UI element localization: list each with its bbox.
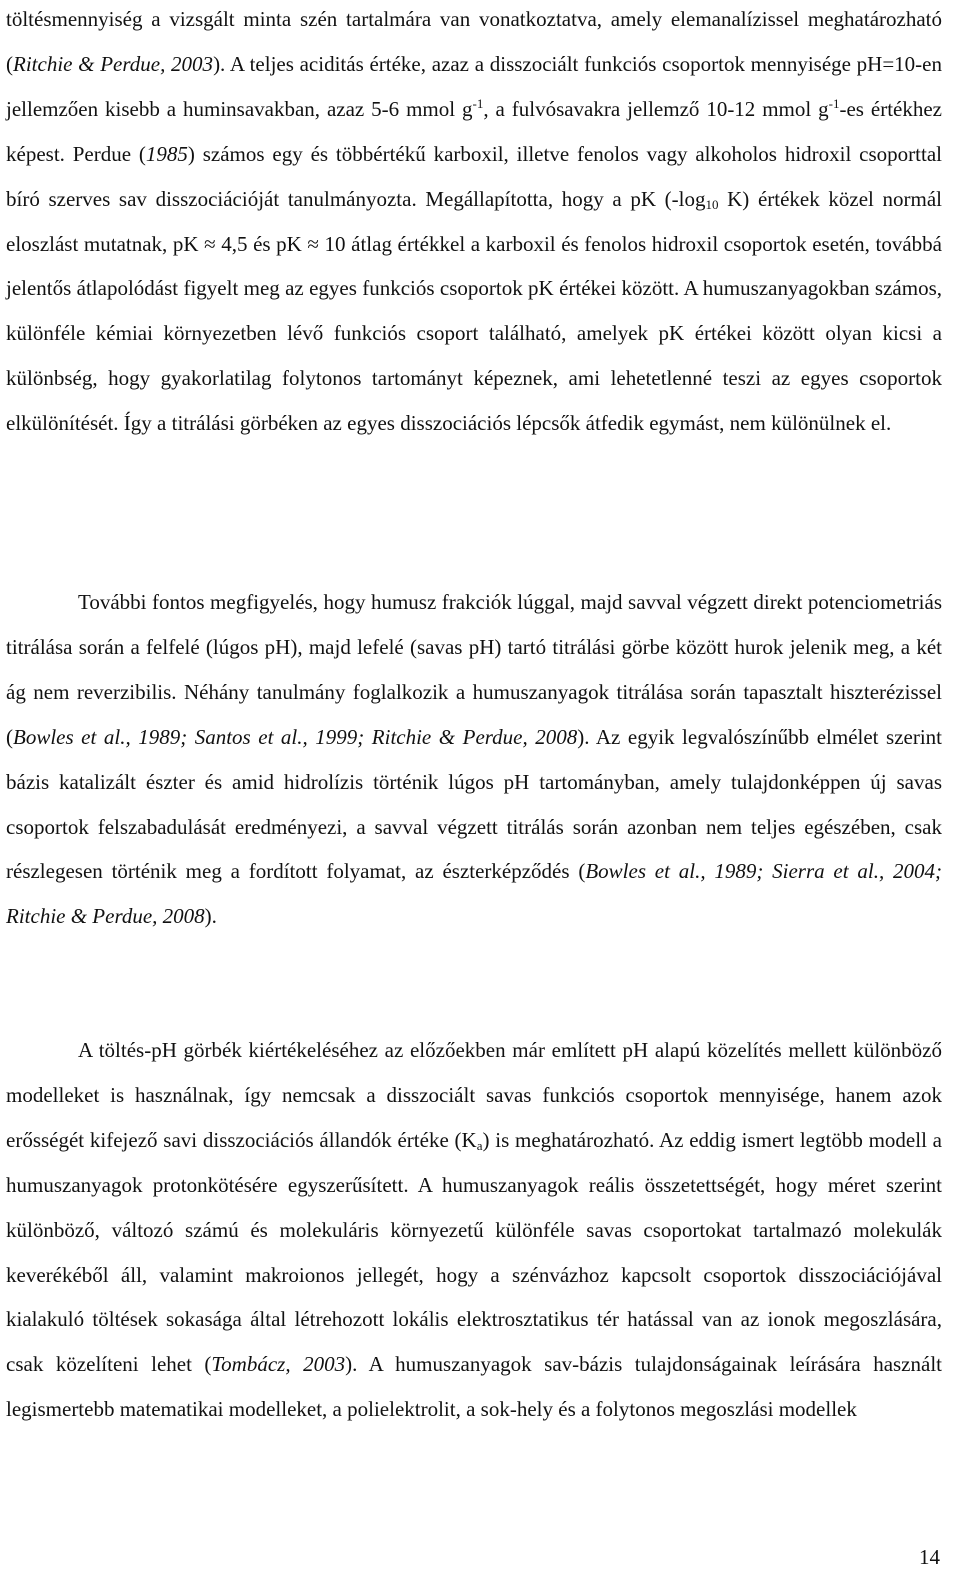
text-run: ). Az egyik legvalószínűbb elmélet szerint bázis katalizált észter és amid hidrolízis történik lúgos pH tartományban, amely tulajdonképpen új savas csoportok felszabadulását eredményezi, a savval végzett titrálás során azonban nem teljes egészében, csak részlegesen történik meg a fordított folyamat, az észterképződés ( [6, 724, 942, 884]
citation-text: Tombácz, 2003 [211, 1352, 346, 1377]
citation-text: Bowles et al., 1989; Sierra et al., 2004; Ritchie & Perdue, 2008 [6, 859, 942, 929]
text-run: K) értékek közel normál eloszlást mutatnak, pK ≈ 4,5 és pK ≈ 10 átlag értékkel a karboxil és fenolos hidroxil csoportok esetén, továbbá jelentős átlapolódást figyelt meg az egyes funkciós csoportok pK értékei között. A humuszanyagokban számos, különféle kémiai környezetben lévő funkciós csoport található, amelyek pK értékei között olyan kicsi a különbség, hogy gyakorlatilag folytonos tartományt képeznek, ami lehetetlenné teszi az egyes csoportok elkülönítését. Így a titrálási görbéken az egyes disszociációs lépcsők átfedik egymást, nem különülnek el. [6, 186, 942, 436]
text-run: ). A humuszanyagok sav-bázis tulajdonságainak leírására használt legismertebb matematikai modelleket, a polielektrolit, a sok-hely és a folytonos megoszlási modellek [6, 1352, 942, 1422]
text-run: ). A teljes aciditás értéke, azaz a disszociált funkciós csoportok mennyisége pH=10-en jellemzően kisebb a huminsavakban, azaz 5-6 mmol g [6, 51, 942, 121]
page-number: 14 [919, 1545, 940, 1569]
text-run: töltésmennyiség a vizsgált minta szén tartalmára van vonatkoztatva, amely elemanalízissel meghatározható ( [6, 7, 942, 76]
text-run: ) számos egy és többértékű karboxil, illetve fenolos vagy alkoholos hidroxil csoporttal bíró szerves sav disszociációját tanulmányozta. Megállapította, hogy a pK (-log [6, 141, 942, 211]
subscript-text: a [476, 1137, 483, 1153]
paragraph-2 [6, 580, 942, 939]
citation-text: 1985 [145, 141, 188, 166]
text-run: A töltés-pH görbék kiértékeléséhez az előzőekben már említett pH alapú közelítés mellett különböző modelleket is használnak, így nemcsak a disszociált savas funkciós csoportok mennyisége, hanem azok erősségét kifejező savi disszociációs állandók értéke (K [6, 1038, 942, 1152]
citation-text: Bowles et al., 1989; Santos et al., 1999; Ritchie & Perdue, 2008 [13, 724, 578, 749]
superscript-text: -1 [472, 95, 484, 111]
paragraph-1 [6, 0, 942, 446]
subscript-text: 10 [705, 196, 719, 212]
paragraph-3 [6, 1028, 942, 1432]
text-run: -es értékhez képest. Perdue ( [6, 96, 942, 166]
text-run: További fontos megfigyelés, hogy humusz frakciók lúggal, majd savval végzett direkt potenciometriás titrálása során a felfelé (lúgos pH), majd lefelé (savas pH) tartó titrálási görbe között hurok jelenik meg, a két ág nem reverzibilis. Néhány tanulmány foglalkozik a humuszanyagok titrálása során tapasztalt hiszterézissel ( [6, 590, 942, 749]
text-run: ) is meghatározható. Az eddig ismert legtöbb modell a humuszanyagok protonkötésére egyszerűsített. A humuszanyagok reális összetettségét, hogy méret szerint különböző, változó számú és molekuláris környezetű különféle savas csoportokat tartalmazó molekulák keverékéből áll, valamint makroionos jellegét, hogy a szénvázhoz kapcsolt csoportok disszociációjával kialakuló töltések sokasága által létrehozott lokális elektrosztatikus tér hatással van az ionok megoszlására, csak közelíteni lehet ( [6, 1127, 942, 1377]
text-run: ). [204, 904, 217, 929]
text-run: , a fulvósavakra jellemző 10-12 mmol g [483, 96, 829, 121]
superscript-text: -1 [828, 95, 840, 111]
citation-text: Ritchie & Perdue, 2003 [13, 51, 214, 76]
